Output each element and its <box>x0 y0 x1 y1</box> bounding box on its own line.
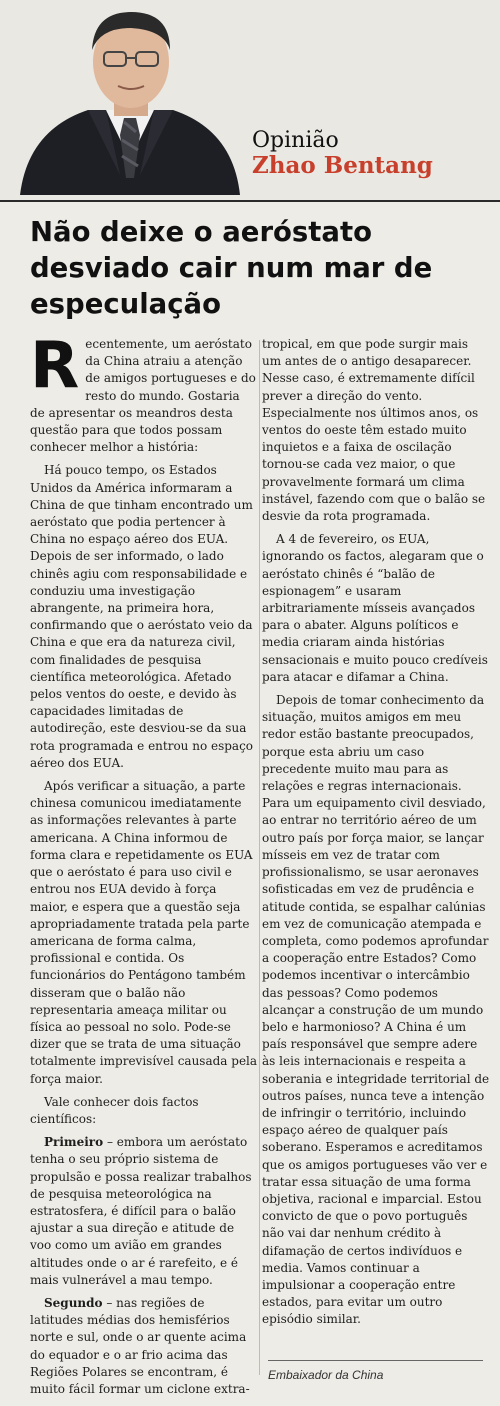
right-column <box>262 336 490 1335</box>
left-column <box>30 329 258 1404</box>
paragraph: A 4 de fevereiro, os EUA, ignorando os factos, alegaram que o aeróstato chinês é “balão de espionagem” e usaram arbitrariamente mísseis avançados para o abater. Alguns políticos e media criaram ainda histórias sensacionais e muito pouco credíveis para atacar e difamar a China. <box>262 532 488 684</box>
drop-cap: R <box>30 329 80 403</box>
paragraph: Após verificar a situação, a parte chinesa comunicou imediatamente as informações relevantes à parte americana. A China informou de forma clara e repetidamente os EUA que o aeróstato é para uso civil e entrou nos EUA devido à força maior, e espera que a questão seja apropriadamente tratada pela parte americana de forma calma, profissional e contida. Os funcionários do Pentágono também disseram que o balão não representaria ameaça militar ou física ao pessoal no solo. Pode-se dizer que se trata de uma situação totalmente imprevisível causada pela força maior. <box>30 779 258 1086</box>
paragraph: tropical, em que pode surgir mais um antes de o antigo desaparecer. Nesse caso, é extremamente difícil prever a direção do vento. Especialmente nos últimos anos, os ventos do oeste têm estado muito inquietos e a faixa de oscilação tornou-se cada vez maior, o que provavelmente formará um clima instável, fazendo com que o balão se desvie da rota programada. <box>262 337 486 524</box>
paragraph-second-fact: Segundo – nas regiões de latitudes médias dos hemisférios norte e sul, onde o ar quente acima do equador e o ar frio acima das Regiões Polares se encontram, é muito fácil formar um ciclone extra- <box>30 1295 250 1396</box>
author-name: Zhao Bentang <box>252 152 433 179</box>
section-kicker: Opinião <box>252 128 339 153</box>
fact-lead-label: Segundo <box>44 1295 103 1310</box>
fact-lead-label: Primeiro <box>44 1135 104 1150</box>
paragraph: Vale conhecer dois factos científicos: <box>30 1094 199 1126</box>
author-portrait <box>18 0 243 195</box>
author-signature: Embaixador da China <box>268 1368 384 1382</box>
article-headline: Não deixe o aeróstato desviado cair num mar de especulação <box>30 216 433 320</box>
paragraph-first-fact: Primeiro – embora um aeróstato tenha o seu próprio sistema de propulsão e possa realizar trabalhos de pesquisa meteorológica na estratosfera, é difícil para o balão ajustar a sua direção e atitude de voo como um avião em grandes altitudes onde o ar é rarefeito, e é mais vulnerável a mau tempo. <box>30 1135 252 1287</box>
paragraph-intro: Recentemente, um aeróstato da China atraiu a atenção de amigos portugueses e do resto do mundo. Gostaria de apresentar os meandros desta questão para que todos possam conhecer melhor a história: <box>30 329 256 455</box>
opinion-header <box>0 0 500 200</box>
paragraph: Depois de tomar conhecimento da situação, muitos amigos em meu redor estão bastante preocupados, porque esta abriu um caso precedente muito mau para as relações e regras internacionais. Para um equipamento civil desviado, ao entrar no território aéreo de um outro país por força maior, se lançar mísseis em vez de tratar com profissionalismo, se usar aeronaves sofisticadas em vez de prudência e atitude contida, se espalhar calúnias em vez de comunicação atempada e completa, como podemos aprofundar a cooperação entre Estados? Como podemos incentivar o intercâmbio das pessoas? Como podemos alcançar a construção de um mundo belo e harmonioso? A China é um país responsável que sempre adere às leis internacionais e respeita a soberania e integridade territorial de outros países, nunca teve a intenção de infringir o território, incluindo espaço aéreo de qualquer país soberano. Esperamos e acreditamos que os amigos portugueses vão ver e tratar essa situação de uma forma objetiva, racional e imparcial. Estou convicto de que o povo português não vai dar nenhum crédito à difamação de certos indivíduos e media. Vamos continuar a impulsionar a cooperação entre estados, para evitar um outro episódio similar. <box>262 693 490 1327</box>
paragraph: Há pouco tempo, os Estados Unidos da América informaram a China de que tinham encontrado um aeróstato que podia pertencer à China no espaço aéreo dos EUA. Depois de ser informado, o lado chinês agiu com responsabilidade e conduziu uma investigação abrangente, na primeira hora, confirmando que o aeróstato veio da China e que era da natureza civil, com finalidades de pesquisa científica meteorológica. Afetado pelos ventos do oeste, e devido às capacidades limitadas de autodireção, este desviou-se da sua rota programada e entrou no espaço aéreo dos EUA. <box>30 463 254 770</box>
header-rule <box>0 200 500 202</box>
column-divider <box>259 340 260 1375</box>
signature-rule <box>268 1360 483 1361</box>
